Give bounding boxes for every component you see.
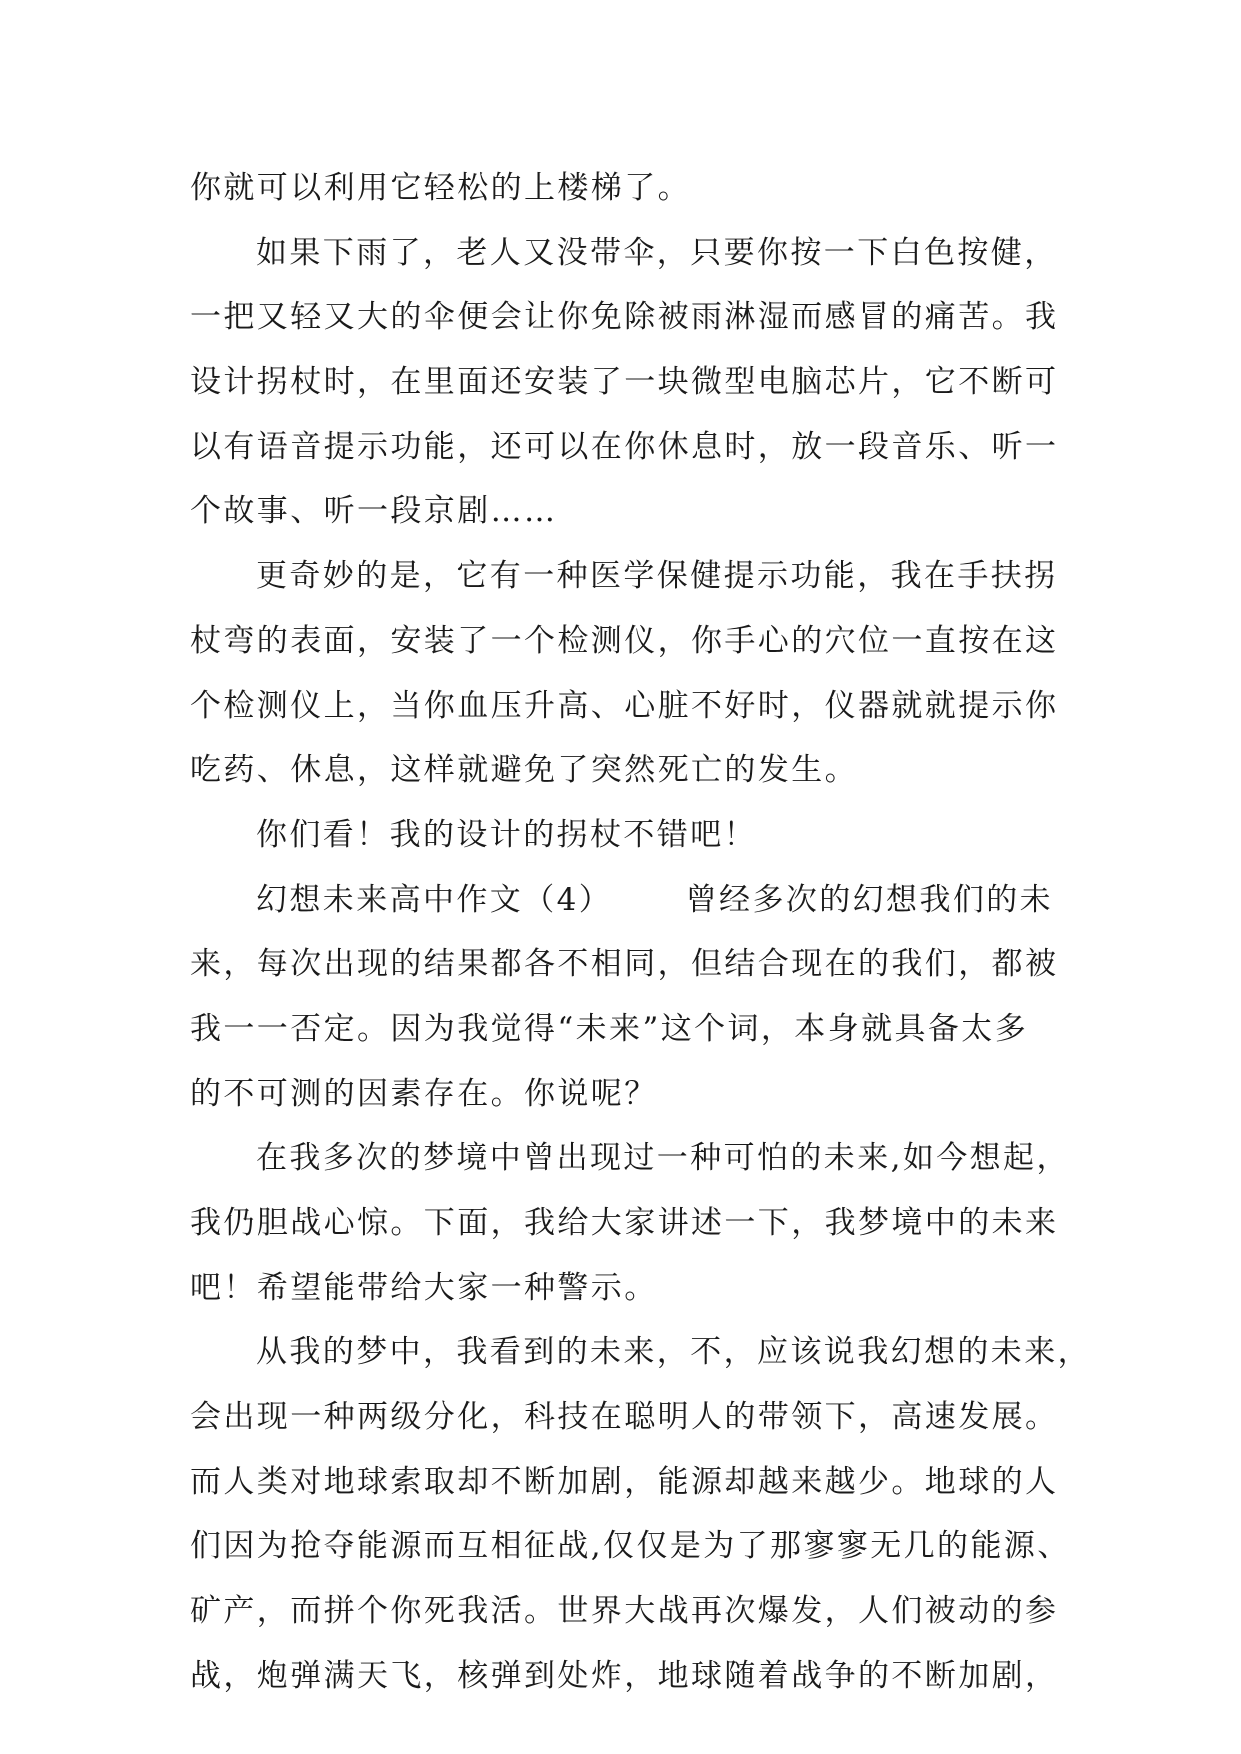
text-line: 的不可测的因素存在。你说呢？ (190, 1075, 658, 1112)
text-line: 一把又轻又大的伞便会让你免除被雨淋湿而感冒的痛苦。我 (190, 299, 1059, 336)
text-line: 我仍胆战心惊。下面，我给大家讲述一下，我梦境中的未来 (190, 1205, 1059, 1241)
text-line: 而人类对地球索取却不断加剧，能源却越来越少。地球的人 (190, 1463, 1059, 1500)
text-line: 如果下雨了，老人又没带伞，只要你按一下白色按健， (256, 234, 1058, 271)
text-line: 个检测仪上，当你血压升高、心脏不好时，仪器就就提示你 (190, 687, 1059, 724)
text-line: 个故事、听一段京剧…… (190, 493, 558, 530)
text-line: 你就可以利用它轻松的上楼梯了。 (190, 170, 691, 206)
text-line: 矿产，而拼个你死我活。世界大战再次爆发，人们被动的参 (190, 1593, 1059, 1630)
text-line: 我一一否定。因为我觉得“未来”这个词，本身就具备太多 (190, 1010, 1029, 1047)
text-line: 会出现一种两级分化，科技在聪明人的带领下，高速发展。 (190, 1399, 1059, 1436)
text-line: 在我多次的梦境中曾出现过一种可怕的未来,如今想起， (256, 1140, 1070, 1177)
text-line: 你们看！我的设计的拐杖不错吧！ (256, 816, 757, 853)
text-line: 来，每次出现的结果都各不相同，但结合现在的我们，都被 (190, 946, 1059, 983)
text-line: 吃药、休息，这样就避免了突然死亡的发生。 (190, 752, 858, 789)
text-line: 更奇妙的是，它有一种医学保健提示功能，我在手扶拐 (256, 558, 1058, 595)
essay-body (190, 156, 1091, 1709)
text-line: 杖弯的表面，安装了一个检测仪，你手心的穴位一直按在这 (190, 622, 1059, 659)
text-line: 设计拐杖时，在里面还安装了一块微型电脑芯片，它不断可 (190, 364, 1059, 401)
text-line: 以有语音提示功能，还可以在你休息时，放一段音乐、听一 (190, 428, 1059, 465)
text-line: 吧！希望能带给大家一种警示。 (190, 1269, 658, 1306)
text-line: 从我的梦中，我看到的未来，不，应该说我幻想的未来， (256, 1334, 1091, 1371)
text-line: 幻想未来高中作文（4） 曾经多次的幻想我们的未 (256, 881, 1054, 918)
text-line: 们因为抢夺能源而互相征战,仅仅是为了那寥寥无几的能源、 (190, 1528, 1071, 1565)
text-line: 战，炮弹满天飞，核弹到处炸，地球随着战争的不断加剧， (190, 1657, 1059, 1694)
